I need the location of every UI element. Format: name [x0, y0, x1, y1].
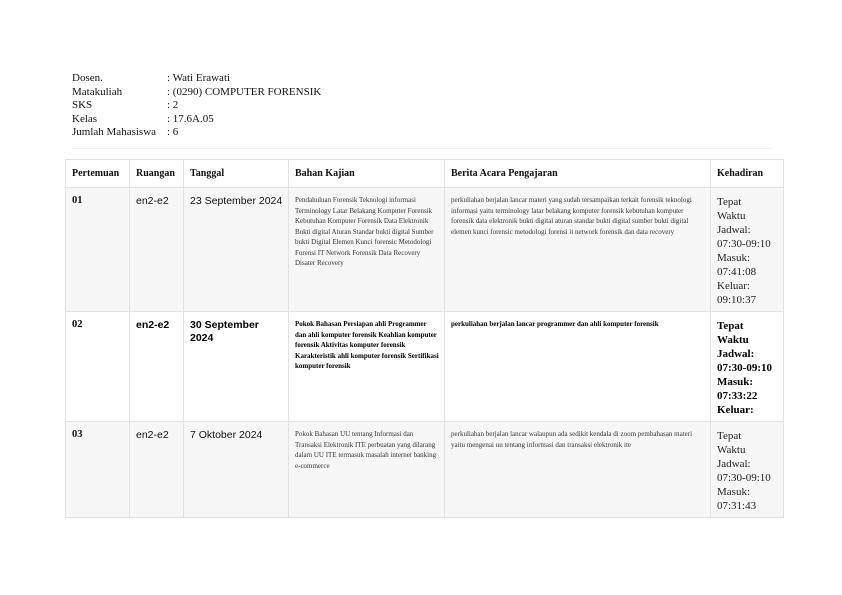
kehadiran-line: Tepat [717, 320, 744, 332]
kehadiran-line: 07:41:08 [717, 266, 757, 278]
col-header-kehadiran: Kehadiran [711, 160, 784, 188]
sks-row [72, 99, 321, 113]
kehadiran-cell [711, 422, 784, 518]
kelas-value: : 17.6A.05 [167, 112, 214, 125]
sks-label: SKS [72, 99, 93, 111]
col-header-pertemuan: Pertemuan [66, 160, 130, 188]
tanggal-cell: 23 September 2024 [184, 188, 289, 312]
course-info [72, 72, 321, 140]
ruangan-cell: en2-e2 [130, 422, 184, 518]
kehadiran-line: Keluar: [717, 404, 754, 416]
kehadiran-line: 07:31:43 [717, 500, 757, 512]
kehadiran-line: Jadwal: [717, 224, 751, 236]
matakuliah-row [72, 86, 321, 100]
dosen-label: Dosen. [72, 72, 103, 84]
tanggal-cell: 7 Oktober 2024 [184, 422, 289, 518]
berita-acara-cell: perkuliahan berjalan lancar walaupun ada sedikit kendala di zoom pembahasan materi yaitu mengenai uu tentang informasi dan transaksi elektronik ite [445, 422, 711, 518]
dosen-value: : Wati Erawati [167, 72, 231, 84]
table-row [66, 422, 784, 518]
kehadiran-line: Masuk: [717, 252, 750, 264]
jumlah-mahasiswa-label: Jumlah Mahasiswa [72, 126, 157, 138]
bahan-kajian-cell: Pendahuluan Forensik Teknologi informasi Terminology Latar Belakang Komputer Forensik Kebutuhan Komputer Forensik Data Elektronik Bukti digital Aturan Standar bukti digital Sumber bukti Digital Elemen Kunci forensic Metodologi Forensi IT Network Forensik Data Recovery Disater Recovery [289, 188, 445, 312]
pertemuan-cell: 03 [66, 422, 130, 518]
bahan-kajian-cell: Pokok Bahasan Persiapan ahli Programmer dan ahli komputer forensik Keahlian komputer forensik Aktivitas komputer forensik Karakteristik ahli komputer forensik Sertifikasi komputer forensik [289, 312, 445, 422]
kehadiran-line: Waktu [717, 334, 749, 346]
tanggal-cell: 30 September 2024 [184, 312, 289, 422]
kehadiran-line: Tepat [717, 430, 742, 442]
pertemuan-cell: 01 [66, 188, 130, 312]
berita-acara-cell: perkuliahan berjalan lancar materi yang sudah tersampaikan terkait forensik teknologi informasi yaitu terminology latar belakang komputer forensik kebutuhan komputer forensik data elektronik bukti digital aturan standar bukti digital sumber bukti digital elemen kunci forensic metodologi forensi it network forensik dan data recovery [445, 188, 711, 312]
teaching-journal-table [65, 159, 784, 518]
kelas-label: Kelas [72, 112, 98, 125]
kehadiran-line: 07:30-09:10 [717, 362, 772, 374]
pertemuan-cell: 02 [66, 312, 130, 422]
ruangan-cell: en2-e2 [130, 188, 184, 312]
kelas-row [72, 113, 321, 127]
kehadiran-line: 07:33:22 [717, 390, 758, 402]
table-row [66, 188, 784, 312]
dosen-row [72, 72, 321, 86]
table-header-row [66, 160, 784, 188]
col-header-tanggal: Tanggal [184, 160, 289, 188]
matakuliah-label: Matakuliah [72, 85, 123, 98]
kehadiran-line: Jadwal: [717, 458, 751, 470]
jumlah-mahasiswa-value: : 6 [167, 126, 179, 138]
col-header-ruangan: Ruangan [130, 160, 184, 188]
kehadiran-line: Masuk: [717, 486, 750, 498]
kehadiran-line: Masuk: [717, 376, 754, 388]
col-header-bahan-kajian: Bahan Kajian [289, 160, 445, 188]
ruangan-cell: en2-e2 [130, 312, 184, 422]
sks-value: : 2 [167, 99, 179, 111]
table-row [66, 312, 784, 422]
kehadiran-cell [711, 188, 784, 312]
jumlah-mahasiswa-row [72, 126, 321, 140]
kehadiran-line: 07:30-09:10 [717, 472, 771, 484]
kehadiran-line: Keluar: [717, 280, 750, 292]
bahan-kajian-cell: Pokok Bahasan UU tentang Informasi dan Transaksi Elektronik ITE perbuatan yang dilarang dalam UU ITE termasuk masalah internet banking e-commerce [289, 422, 445, 518]
kehadiran-line: Waktu [717, 210, 746, 222]
kehadiran-cell [711, 312, 784, 422]
header-divider [72, 148, 772, 149]
kehadiran-line: Jadwal: [717, 348, 755, 360]
kehadiran-line: Tepat [717, 196, 742, 208]
kehadiran-line: 09:10:37 [717, 294, 757, 306]
kehadiran-line: Waktu [717, 444, 746, 456]
berita-acara-cell: perkuliahan berjalan lancar programmer dan ahli komputer forensik [445, 312, 711, 422]
matakuliah-value: : (0290) COMPUTER FORENSIK [167, 85, 322, 98]
kehadiran-line: 07:30-09:10 [717, 238, 771, 250]
col-header-berita-acara: Berita Acara Pengajaran [445, 160, 711, 188]
